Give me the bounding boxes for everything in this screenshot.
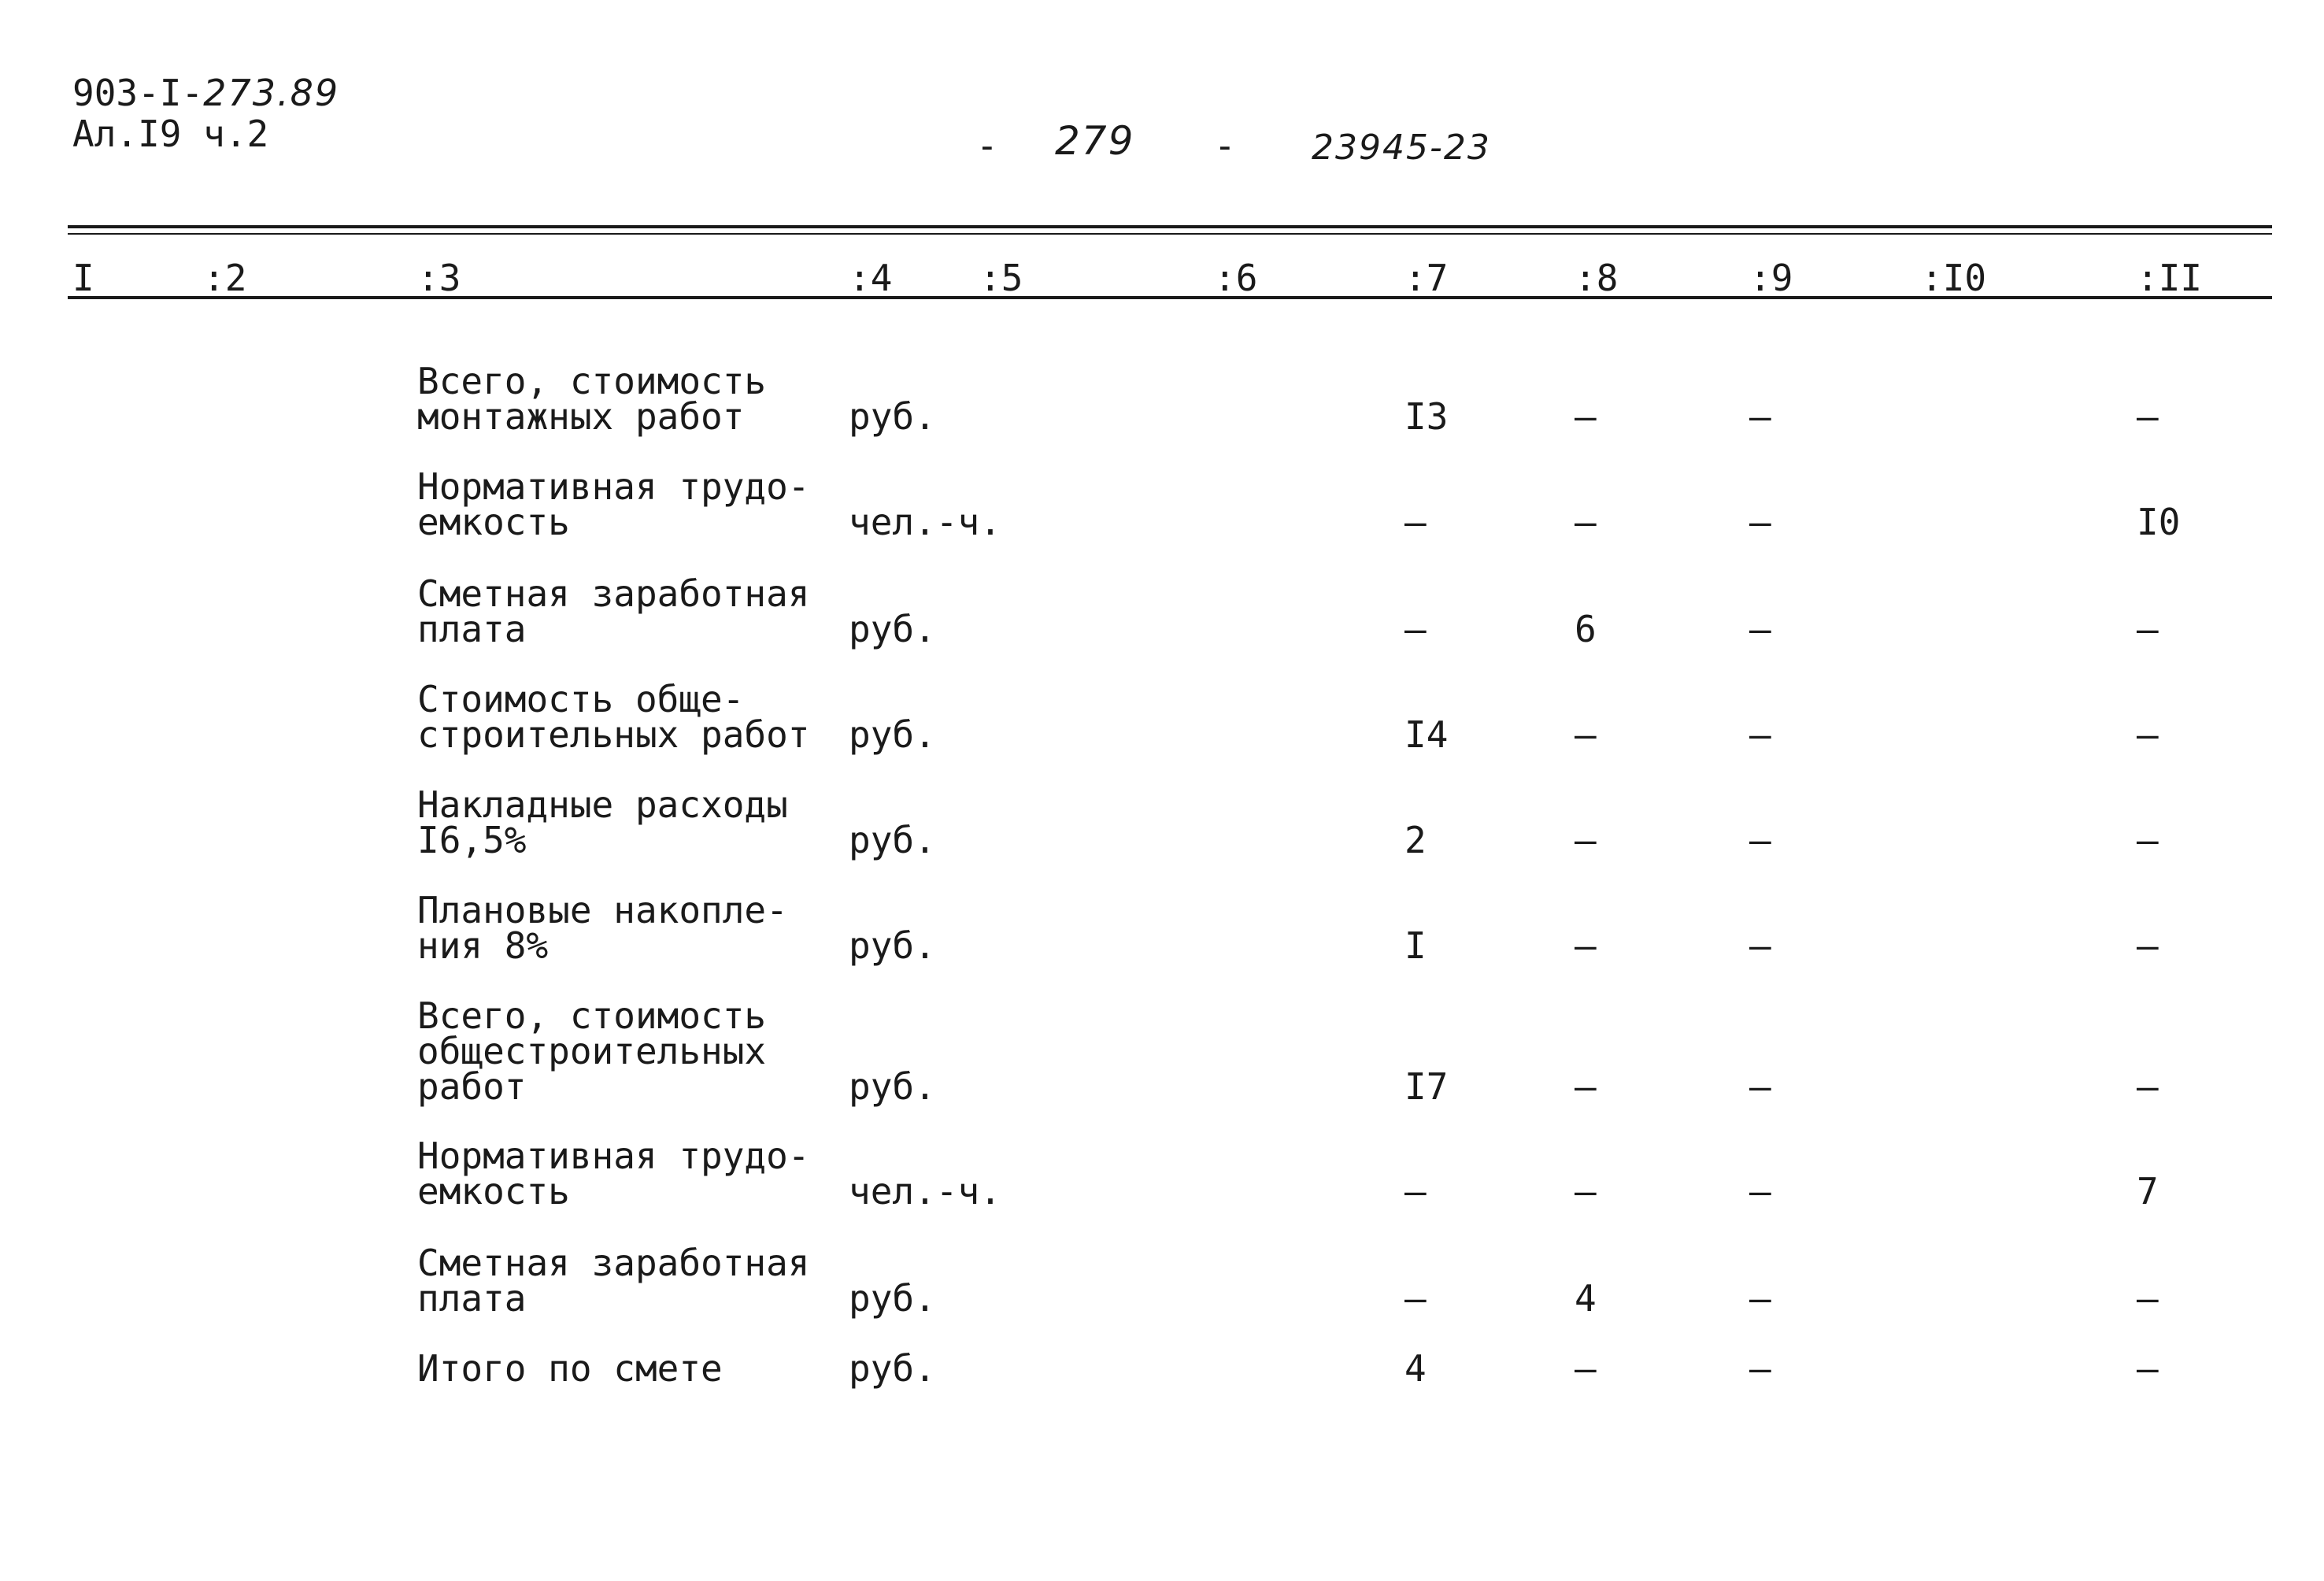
row-value-col11: – — [2137, 713, 2159, 756]
row-value-col9: – — [1749, 713, 1771, 756]
row-item-name: Нормативная трудо- емкость — [417, 465, 810, 543]
row-value-col11: – — [2137, 924, 2159, 967]
row-value-col7: I3 — [1404, 395, 1449, 438]
row-value-col7: – — [1404, 608, 1427, 650]
page-number: 279 — [1055, 118, 1135, 164]
row-value-col9: – — [1749, 924, 1771, 967]
column-header-8: :8 — [1575, 257, 1619, 299]
row-value-col8: – — [1575, 1065, 1597, 1108]
row-value-col11: 7 — [2137, 1170, 2159, 1213]
row-value-col9: – — [1749, 1277, 1771, 1320]
sheet-code: 23945-23 — [1312, 128, 1491, 168]
row-value-col8: 4 — [1575, 1277, 1597, 1320]
column-header-6: :6 — [1214, 257, 1258, 299]
column-header-5: :5 — [979, 257, 1023, 299]
row-item-name: Всего, стоимость монтажных работ — [417, 360, 767, 438]
row-value-col7: I — [1404, 924, 1427, 967]
row-value-col11: – — [2137, 819, 2159, 861]
row-value-col11: – — [2137, 1065, 2159, 1108]
row-item-name: Сметная заработная плата — [417, 572, 810, 650]
column-header-2: :2 — [203, 257, 247, 299]
row-value-col8: – — [1575, 395, 1597, 438]
row-value-col8: – — [1575, 924, 1597, 967]
row-item-name: Плановые накопле- ния 8% — [417, 889, 788, 967]
row-value-col7: – — [1404, 1170, 1427, 1213]
album-label: Ал.I9 ч.2 — [72, 113, 269, 155]
row-unit: руб. — [849, 924, 936, 967]
row-value-col9: – — [1749, 1065, 1771, 1108]
row-unit: руб. — [849, 608, 936, 650]
row-value-col9: – — [1749, 501, 1771, 543]
row-item-name: Итого по смете — [417, 1347, 723, 1390]
row-unit: руб. — [849, 1347, 936, 1390]
table-top-rule — [68, 225, 2272, 228]
row-value-col11: – — [2137, 608, 2159, 650]
row-value-col9: – — [1749, 1347, 1771, 1390]
document-code-handwritten: 273.89 — [203, 72, 340, 114]
row-unit: руб. — [849, 1277, 936, 1320]
table-top-rule-thin — [68, 233, 2272, 235]
row-value-col7: 2 — [1404, 819, 1427, 861]
row-value-col9: – — [1749, 1170, 1771, 1213]
row-value-col11: – — [2137, 1347, 2159, 1390]
column-header-11: :II — [2137, 257, 2203, 299]
row-value-col11: – — [2137, 395, 2159, 438]
row-value-col11: – — [2137, 1277, 2159, 1320]
row-value-col7: I7 — [1404, 1065, 1449, 1108]
column-header-4: :4 — [849, 257, 893, 299]
row-unit: чел.-ч. — [849, 1170, 1001, 1213]
row-value-col8: 6 — [1575, 608, 1597, 650]
page-separator-left: - — [976, 124, 998, 167]
column-header-7: :7 — [1404, 257, 1449, 299]
row-value-col7: – — [1404, 501, 1427, 543]
row-value-col8: – — [1575, 1170, 1597, 1213]
row-unit: руб. — [849, 819, 936, 861]
row-unit: руб. — [849, 713, 936, 756]
row-unit: руб. — [849, 395, 936, 438]
row-value-col8: – — [1575, 819, 1597, 861]
row-unit: чел.-ч. — [849, 501, 1001, 543]
row-item-name: Сметная заработная плата — [417, 1242, 810, 1320]
row-value-col8: – — [1575, 713, 1597, 756]
row-value-col9: – — [1749, 819, 1771, 861]
row-value-col9: – — [1749, 395, 1771, 438]
column-header-10: :I0 — [1921, 257, 1987, 299]
row-value-col8: – — [1575, 1347, 1597, 1390]
row-item-name: Нормативная трудо- емкость — [417, 1135, 810, 1213]
row-value-col7: I4 — [1404, 713, 1449, 756]
column-header-1: I — [72, 257, 94, 299]
row-value-col7: 4 — [1404, 1347, 1427, 1390]
column-header-9: :9 — [1749, 257, 1793, 299]
row-item-name: Накладные расходы I6,5% — [417, 783, 788, 861]
row-value-col8: – — [1575, 501, 1597, 543]
row-unit: руб. — [849, 1065, 936, 1108]
document-code-typed: 903-I- — [72, 72, 204, 114]
row-item-name: Стоимость обще- строительных работ — [417, 678, 810, 756]
document-code — [72, 72, 340, 114]
column-header-3: :3 — [417, 257, 461, 299]
page-separator-right: - — [1214, 124, 1236, 167]
row-value-col9: – — [1749, 608, 1771, 650]
row-value-col7: – — [1404, 1277, 1427, 1320]
row-item-name: Всего, стоимость общестроительных работ — [417, 994, 767, 1108]
row-value-col11: I0 — [2137, 501, 2181, 543]
